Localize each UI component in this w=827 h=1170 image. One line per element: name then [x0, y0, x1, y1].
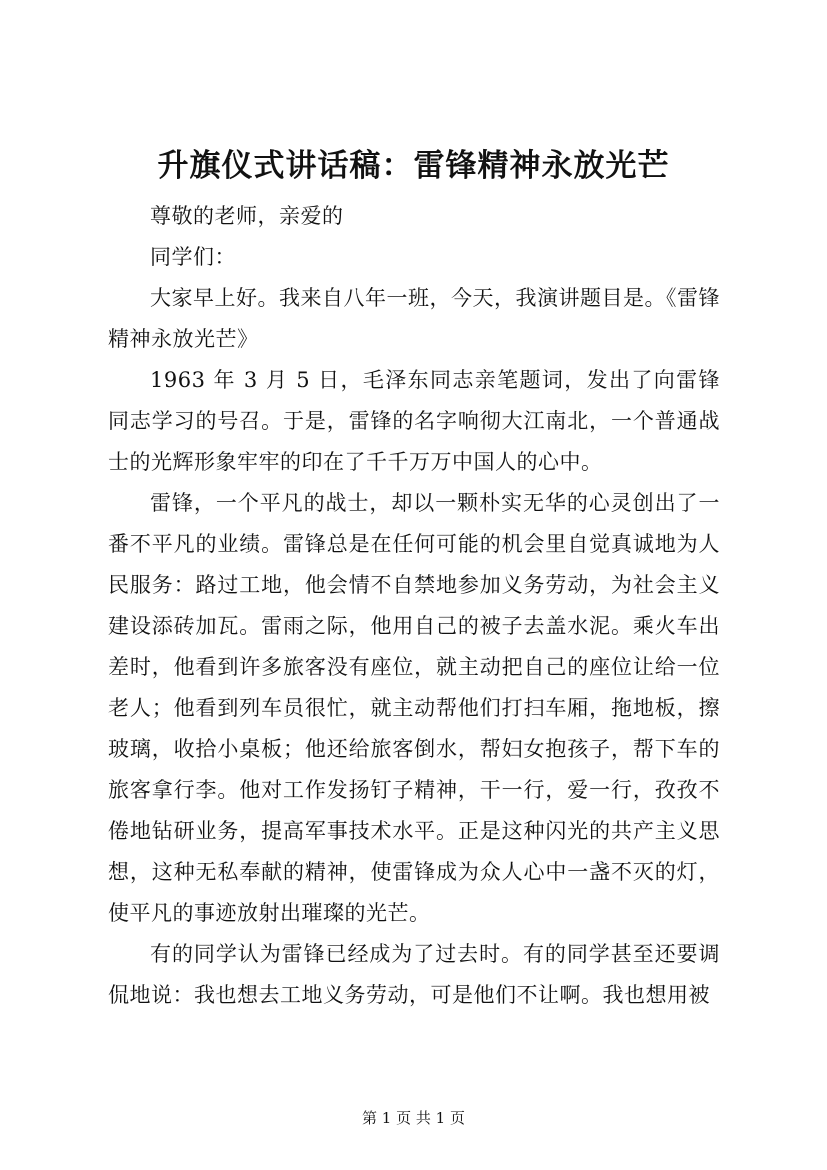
- paragraph-salutation-1: 尊敬的老师，亲爱的: [150, 204, 344, 228]
- page-number-footer: 第 1 页 共 1 页: [362, 1109, 465, 1127]
- paragraph-deeds: 雷锋，一个平凡的战士，却以一颗朴实无华的心灵创出了一番不平凡的业绩。雷锋总是在任何可能的机会里自觉真诚地为人民服务：路过工地，他会情不自禁地参加义务劳动，为社会主义建设添砖加瓦。雷雨之际，他用自己的被子去盖水泥。乘火车出差时，他看到许多旅客没有座位，就主动把自己的座位让给一位老人；他看到列车员很忙，就主动帮他们打扫车厢，拖地板，擦玻璃，收拾小桌板；他还给旅客倒水，帮妇女抱孩子，帮下车的旅客拿行李。他对工作发扬钉子精神，干一行，爱一行，孜孜不倦地钻研业务，提高军事技术水平。正是这种闪光的共产主义思想，这种无私奉献的精神，使雷锋成为众人心中一盏不灭的灯，使平凡的事迹放射出璀璨的光芒。: [108, 491, 720, 925]
- document-body: [108, 196, 720, 1016]
- paragraph-history: 1963 年 3 月 5 日，毛泽东同志亲笔题词，发出了向雷锋同志学习的号召。于是，雷锋的名字响彻大江南北，一个普通战士的光辉形象牢牢的印在了千千万万中国人的心中。: [108, 368, 720, 474]
- paragraph-salutation-2: 同学们：: [150, 245, 236, 269]
- paragraph-greeting: 大家早上好。我来自八年一班，今天，我演讲题目是。《雷锋精神永放光芒》: [108, 286, 720, 351]
- paragraph-opinions: 有的同学认为雷锋已经成为了过去时。有的同学甚至还要调侃地说：我也想去工地义务劳动，可是他们不让啊。我也想用被: [108, 942, 720, 1007]
- document-title: 升旗仪式讲话稿：雷锋精神永放光芒: [157, 148, 670, 184]
